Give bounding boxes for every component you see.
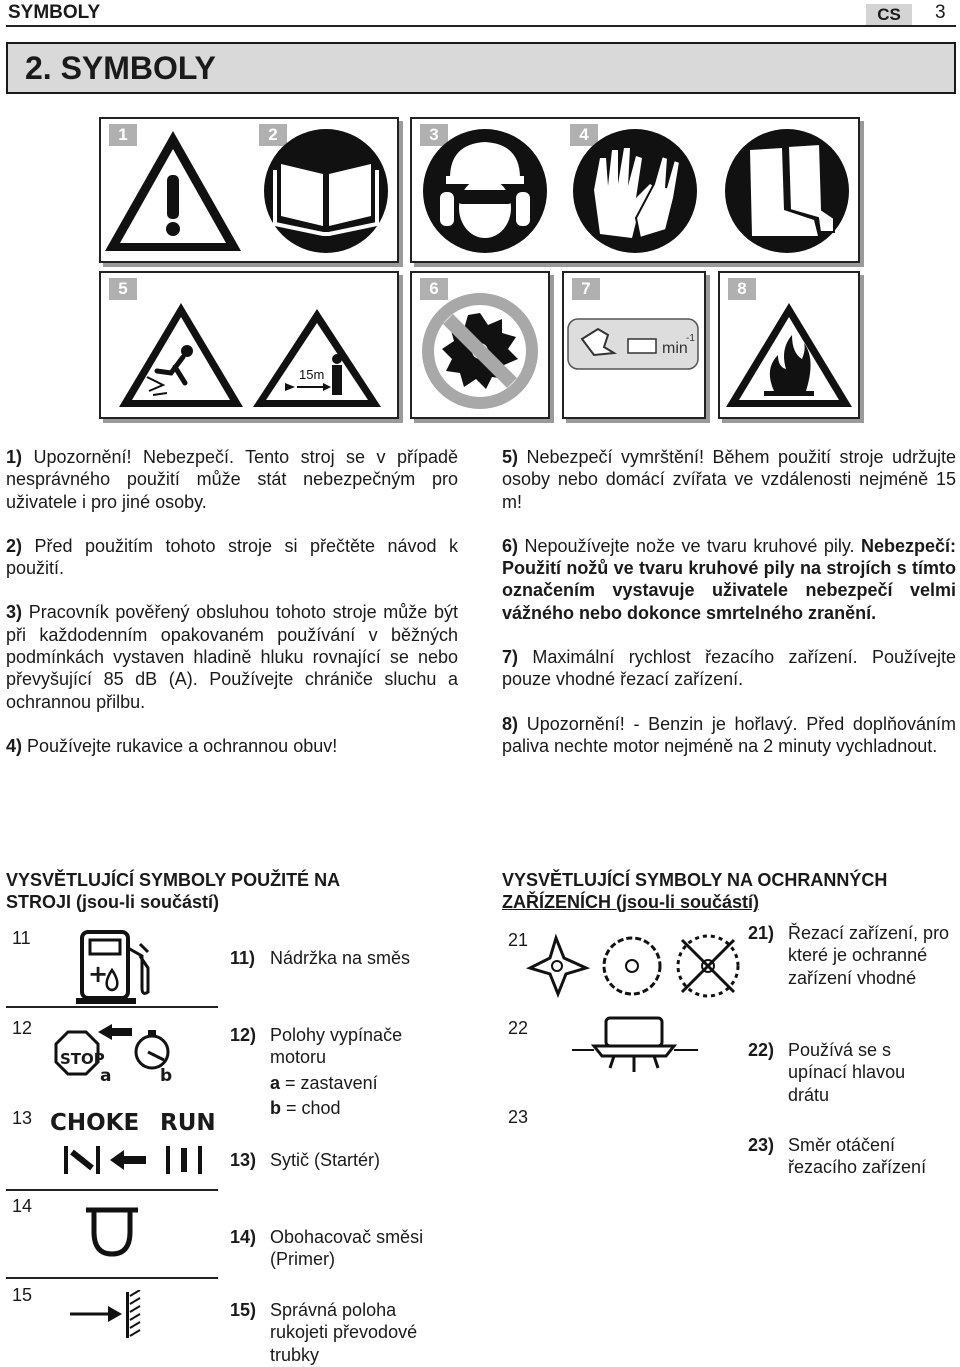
symbol-number-23: 23 [508, 1107, 529, 1127]
cutting-blades-icon [520, 928, 740, 1002]
panel-number-1: 1 [109, 124, 137, 146]
stop-label: STOP [60, 1050, 105, 1068]
symbol-number-12: 12 [12, 1018, 33, 1038]
row-divider [6, 1189, 218, 1191]
row-divider [6, 1277, 218, 1279]
symbol-number-21: 21 [508, 930, 529, 950]
machine-symbols-heading: VYSVĚTLUJÍCÍ SYMBOLY POUŽITÉ NA STROJI (jsou-li součástí) [6, 870, 341, 912]
panel-number-3: 3 [420, 124, 448, 146]
symbol-number-22: 22 [508, 1018, 529, 1038]
boots-icon [722, 126, 852, 256]
switch-legend-a: a = zastavení [270, 1073, 378, 1093]
gloves-icon [570, 126, 700, 256]
panel-number-8: 8 [728, 278, 756, 300]
symbol-panel-1-2 [99, 117, 399, 263]
read-manual-icon [261, 126, 391, 256]
symbol-panel-8 [718, 271, 860, 419]
switch-legend-b: b = chod [270, 1098, 341, 1118]
paragraph-7: 7) Maximální rychlost řezacího zařízení. Používejte pouze vhodné řezací zařízení. [502, 647, 956, 690]
thrown-objects-warning-icon [101, 273, 397, 417]
symbol-panel-6 [410, 271, 550, 419]
symbol-panel-3-4 [410, 117, 860, 263]
caption-22: 22) Používá se s upínací hlavou drátu [748, 1040, 906, 1105]
panel-number-7: 7 [572, 278, 600, 300]
row-divider [6, 1006, 218, 1008]
switch-position-a: a [100, 1066, 112, 1086]
caption-14: 14) Obohacovač směsi (Primer) [230, 1227, 424, 1270]
flammable-warning-icon [720, 273, 858, 417]
paragraph-6: 6) Nepoužívejte nože ve tvaru kruhové pily. Nebezpečí: Použití nožů ve tvaru kruhové pily na strojích s tímto označením vystavuje uživatele nebezpečí velmi vážného nebo dokonce smrtelného zranění. [502, 535, 956, 623]
panel-number-4: 4 [570, 124, 598, 146]
switch-position-b: b [160, 1066, 173, 1086]
rpm-unit: min [662, 340, 688, 357]
section-title: 2. SYMBOLY [25, 50, 216, 86]
run-label: RUN [160, 1110, 216, 1136]
paragraph-3: 3) Pracovník pověřený obsluhou tohoto stroje může být při každodenním opakovaném používání v běžných podmínkách vystaven hladině hluku rovnající se nebo převyšující 85 dB (A). Používejte chrániče sluchu a ochrannou přilbu. [6, 602, 458, 712]
symbol-number-14: 14 [12, 1196, 33, 1216]
caption-21: 21) Řezací zařízení, pro které je ochranné zařízení vhodné [748, 923, 950, 988]
symbol-panel-5 [99, 271, 399, 419]
guard-symbols-heading: VYSVĚTLUJÍCÍ SYMBOLY NA OCHRANNÝCH ZAŘÍZENÍCH (jsou-li součástí) [502, 870, 888, 912]
panel-number-5: 5 [109, 278, 137, 300]
paragraph-2: 2) Před použitím tohoto stroje si přečtěte návod k použití. [6, 535, 458, 579]
paragraph-8: 8) Upozornění! - Benzin je hořlavý. Před doplňováním paliva nechte motor nejméně na 2 minuty vychladnout. [502, 713, 956, 756]
header-rule [6, 25, 956, 27]
choke-run-lever-icon [62, 1144, 212, 1176]
page-number: 3 [935, 2, 946, 23]
symbol-number-15: 15 [12, 1285, 33, 1305]
symbol-number-11: 11 [12, 928, 31, 948]
ear-head-protection-icon [420, 126, 550, 256]
caption-23: 23) Směr otáčení řezacího zařízení [748, 1135, 927, 1178]
paragraph-4: 4) Používejte rukavice a ochrannou obuv! [6, 735, 338, 756]
language-badge: CS [866, 4, 912, 25]
rpm-exponent: -1 [686, 333, 695, 344]
choke-label: CHOKE [50, 1110, 140, 1136]
caption-12: 12) Polohy vypínače motoru [230, 1025, 403, 1068]
symbol-panel-7 [562, 271, 706, 419]
fuel-mix-plus: + [88, 960, 109, 988]
panel-number-2: 2 [259, 124, 287, 146]
line-trimmer-head-icon [570, 1010, 700, 1080]
left-column-text [6, 446, 458, 779]
no-circular-saw-icon [412, 273, 548, 417]
paragraph-1: 1) Upozornění! Nebezpečí. Tento stroj se v případě nesprávného použití může stát nebezpečným pro uživatele i pro jiné osoby. [6, 447, 458, 512]
right-column-text [502, 446, 956, 779]
primer-bulb-icon [84, 1206, 140, 1260]
running-header-title: SYMBOLY [8, 2, 101, 23]
handle-position-icon [68, 1290, 150, 1340]
panel-number-6: 6 [420, 278, 448, 300]
caption-15: 15) Správná poloha rukojeti převodové trubky [230, 1300, 418, 1365]
symbol-number-13: 13 [12, 1108, 33, 1128]
paragraph-5: 5) Nebezpečí vymrštění! Během použití stroje udržujte osoby nebo domácí zvířata ve vzdálenosti nejméně 15 m! [502, 447, 956, 512]
max-speed-icon [564, 273, 704, 417]
distance-label: 15m [299, 367, 325, 382]
